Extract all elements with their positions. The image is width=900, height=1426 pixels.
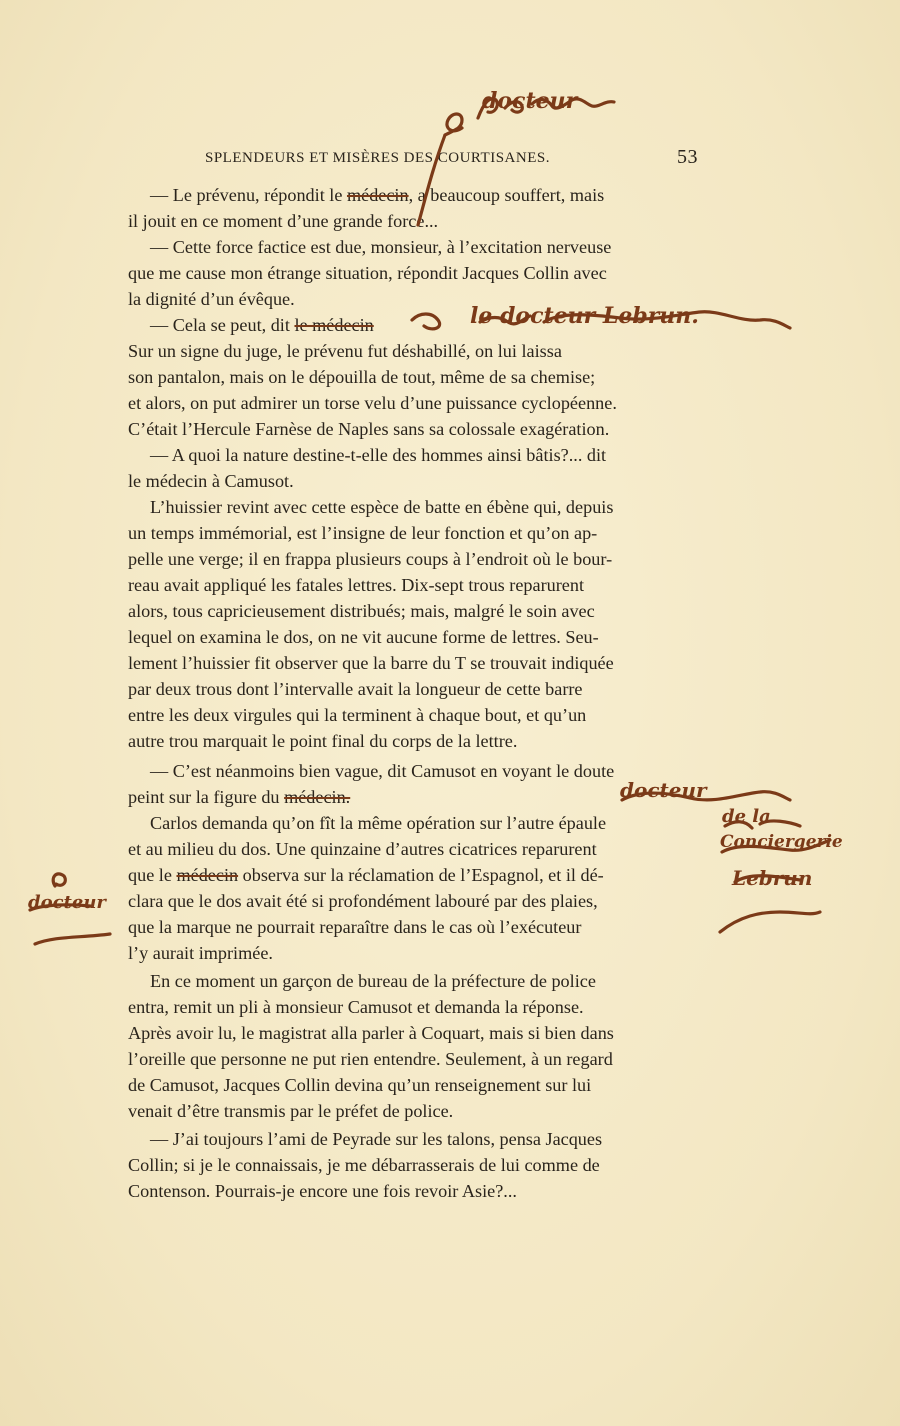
text-line (128, 548, 703, 570)
page-number: 53 (677, 146, 698, 168)
text-segment: la dignité d’un évêque. (128, 289, 295, 309)
text-segment: de Camusot, Jacques Collin devina qu’un renseignement sur lui (128, 1075, 592, 1095)
annotation-top: docteur (482, 88, 578, 114)
text-segment: lement l’huissier fit observer que la barre du T se trouvait indiquée (128, 653, 614, 673)
text-segment: lequel on examina le dos, on ne vit aucune forme de lettres. Seu- (128, 627, 599, 647)
text-line (128, 786, 703, 808)
text-segment: pelle une verge; il en frappa plusieurs coups à l’endroit où le bour- (128, 549, 613, 569)
annotation-margin-left-1: docteur (28, 892, 106, 913)
text-segment: Après avoir lu, le magistrat alla parler à Coquart, mais si bien dans (128, 1023, 614, 1043)
text-segment: Carlos demanda qu’on fît la même opération sur l’autre épaule (150, 813, 607, 833)
text-segment: il jouit en ce moment d’une grande force... (128, 211, 439, 231)
text-segment: que me cause mon étrange situation, répondit Jacques Collin avec (128, 263, 607, 283)
annotation-line6: le docteur Lebrun. (470, 303, 699, 329)
text-segment: un temps immémorial, est l’insigne de leur fonction et qu’on ap- (128, 523, 598, 543)
text-segment: venait d’être transmis par le préfet de police. (128, 1101, 454, 1121)
text-line (150, 444, 703, 466)
struck-word: médecin. (284, 787, 351, 807)
text-segment: En ce moment un garçon de bureau de la préfecture de police (150, 971, 596, 991)
text-line (128, 210, 703, 232)
text-line (128, 1048, 703, 1070)
text-line (128, 916, 703, 938)
text-segment: reau avait appliqué les fatales lettres. Dix-sept trous reparurent (128, 575, 585, 595)
text-segment: , a beaucoup souffert, mais (408, 185, 605, 205)
text-segment: — Le prévenu, répondit le (150, 185, 347, 205)
text-segment: l’y aurait imprimée. (128, 943, 273, 963)
text-line (150, 812, 703, 834)
text-line (128, 574, 703, 596)
running-title: SPLENDEURS ET MISÈRES DES COURTISANES. (205, 150, 550, 166)
text-segment: alors, tous capricieusement distribués; mais, malgré le soin avec (128, 601, 595, 621)
text-segment: C’était l’Hercule Farnèse de Naples sans sa colossale exagération. (128, 419, 610, 439)
text-segment: que la marque ne pourrait reparaître dans le cas où l’exécuteur (128, 917, 582, 937)
text-segment: peint sur la figure du (128, 787, 285, 807)
text-line (128, 864, 703, 886)
text-line (128, 1154, 703, 1176)
text-line (128, 392, 703, 414)
text-line (150, 1128, 703, 1150)
struck-word: le médecin (294, 315, 374, 335)
text-line (128, 1180, 703, 1202)
text-segment: — Cela se peut, dit (150, 315, 295, 335)
annotation-margin-right-2: de la (722, 806, 771, 827)
text-segment: entre les deux virgules qui la terminent à chaque bout, et qu’un (128, 705, 587, 725)
text-line (128, 942, 703, 964)
text-line (128, 626, 703, 648)
text-line (128, 522, 703, 544)
text-segment: l’oreille que personne ne put rien entendre. Seulement, à un regard (128, 1049, 613, 1069)
text-line (128, 600, 703, 622)
text-segment: L’huissier revint avec cette espèce de batte en ébène qui, depuis (150, 497, 614, 517)
text-line (128, 1074, 703, 1096)
text-segment: Sur un signe du juge, le prévenu fut déshabillé, on lui laissa (128, 341, 562, 361)
text-line (128, 890, 703, 912)
text-segment: par deux trous dont l’intervalle avait la longueur de cette barre (128, 679, 583, 699)
text-segment: clara que le dos avait été si profondément labouré par des plaies, (128, 891, 598, 911)
struck-word: médecin (176, 865, 239, 885)
text-segment: — J’ai toujours l’ami de Peyrade sur les talons, pensa Jacques (150, 1129, 603, 1149)
text-line (150, 496, 703, 518)
text-segment: le médecin à Camusot. (128, 471, 294, 491)
text-line (128, 418, 703, 440)
text-line (128, 340, 703, 362)
text-segment: — A quoi la nature destine-t-elle des hommes ainsi bâtis?... dit (150, 445, 607, 465)
text-line (128, 838, 703, 860)
text-segment: son pantalon, mais on le dépouilla de tout, même de sa chemise; (128, 367, 596, 387)
annotation-margin-right-4: Lebrun (732, 866, 813, 890)
text-line (150, 970, 703, 992)
text-segment: et au milieu du dos. Une quinzaine d’autres cicatrices reparurent (128, 839, 597, 859)
text-segment: Contenson. Pourrais-je encore une fois revoir Asie?... (128, 1181, 517, 1201)
text-line (128, 470, 703, 492)
text-line (150, 184, 703, 206)
text-segment: que le (128, 865, 177, 885)
text-segment: et alors, on put admirer un torse velu d’une puissance cyclopéenne. (128, 393, 617, 413)
text-segment: — Cette force factice est due, monsieur, à l’excitation nerveuse (150, 237, 612, 257)
text-line (128, 730, 703, 752)
text-segment: autre trou marquait le point final du corps de la lettre. (128, 731, 518, 751)
text-line (128, 1022, 703, 1044)
text-segment: — C’est néanmoins bien vague, dit Camusot en voyant le doute (150, 761, 615, 781)
text-line (128, 678, 703, 700)
text-segment: Collin; si je le connaissais, je me débarrasserais de lui comme de (128, 1155, 600, 1175)
text-line (128, 652, 703, 674)
text-line (128, 262, 703, 284)
text-line (150, 236, 703, 258)
annotation-margin-right-1: docteur (620, 778, 707, 802)
annotation-margin-right-3: Conciergerie (720, 832, 843, 852)
text-line (128, 366, 703, 388)
text-line (128, 704, 703, 726)
struck-word: médecin (346, 185, 409, 205)
text-segment: entra, remit un pli à monsieur Camusot et demanda la réponse. (128, 997, 584, 1017)
text-segment: observa sur la réclamation de l’Espagnol, et il dé- (238, 865, 604, 885)
text-line (128, 996, 703, 1018)
text-line (128, 1100, 703, 1122)
